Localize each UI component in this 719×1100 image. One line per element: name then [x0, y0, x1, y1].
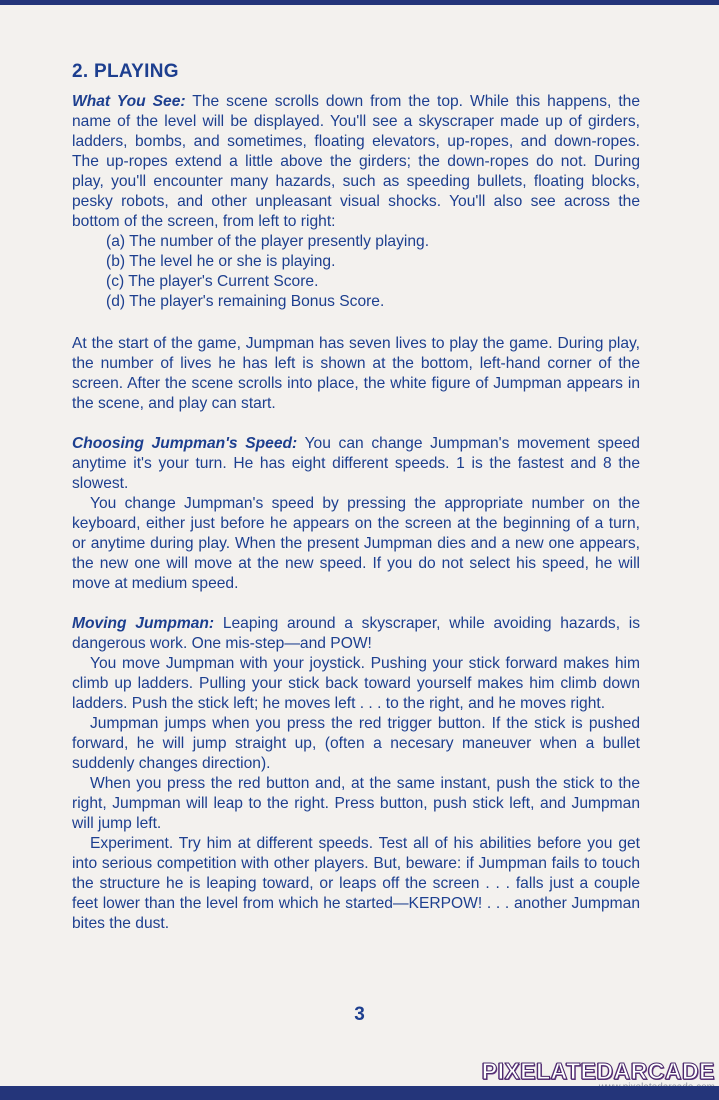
page-bottom-edge — [0, 1086, 719, 1100]
page-top-edge — [0, 0, 719, 5]
moving-paragraph-2: You move Jumpman with your joystick. Pushing your stick forward makes him climb up ladders. Pulling your stick back toward yourself makes him climb down ladders. Push the stick left; he moves left . . . to the right, and he moves right. — [72, 655, 640, 712]
moving-paragraph-3: Jumpman jumps when you press the red trigger button. If the stick is pushed forward, he will jump straight up, (often a necesary maneuver when a bullet suddenly changes direction). — [72, 715, 640, 772]
moving-paragraph-5: Experiment. Try him at different speeds. Test all of his abilities before you get into serious competition with other players. But, beware: if Jumpman fails to touch the structure he is leaping toward, or leaps off the screen . . . falls just a couple feet lower than the level from which he started—KERPOW! . . . another Jumpman bites the dust. — [72, 835, 640, 932]
section-title: 2. PLAYING — [72, 61, 179, 82]
spacer — [72, 312, 640, 332]
page-number: 3 — [354, 1004, 365, 1025]
speed-heading: Choosing Jumpman's Speed: — [72, 435, 298, 452]
spacer — [72, 414, 640, 434]
list-item: (b) The level he or she is playing. — [106, 253, 336, 270]
what-you-see-text: The scene scrolls down from the top. While this happens, the name of the level will be displayed. You'll see a skyscraper made up of girders, ladders, bombs, and sometimes, floating elevators, up-ropes, and down-ropes. The up-ropes extend a little above the girders; the down-ropes do not. During play, you'll encounter many hazards, such as speeding bullets, floating blocks, pesky robots, and other unpleasant visual shocks. You'll also see across the bottom of the screen, from left to right: — [72, 93, 641, 230]
moving-paragraph — [72, 614, 640, 654]
moving-paragraph-4: When you press the red button and, at the same instant, push the stick to the right, Jumpman will leap to the right. Press button, push stick left, and Jumpman will jump left. — [72, 775, 640, 832]
screen-info-list — [72, 232, 640, 312]
list-item: (c) The player's Current Score. — [106, 273, 319, 290]
what-you-see-heading: What You See: — [72, 93, 186, 110]
what-you-see-paragraph — [72, 92, 640, 232]
list-item: (a) The number of the player presently playing. — [106, 233, 430, 250]
spacer — [72, 594, 640, 614]
speed-text: You can change Jumpman's movement speed anytime it's your turn. He has eight different speeds. 1 is the fastest and 8 the slowest. — [72, 435, 640, 492]
list-item: (d) The player's remaining Bonus Score. — [106, 293, 385, 310]
watermark-logo: PIXELATEDARCADE — [481, 1058, 715, 1084]
speed-paragraph — [72, 434, 640, 494]
lives-paragraph: At the start of the game, Jumpman has seven lives to play the game. During play, the number of lives he has left is shown at the bottom, left-hand corner of the screen. After the scene scrolls into place, the white figure of Jumpman appears in the scene, and play can start. — [72, 335, 640, 412]
moving-heading: Moving Jumpman: — [72, 615, 215, 632]
speed-paragraph-2: You change Jumpman's speed by pressing the appropriate number on the keyboard, either just before he appears on the screen at the beginning of a turn, or anytime during play. When the present Jumpman dies and a new one appears, the new one will move at the new speed. If you do not select his speed, he will move at medium speed. — [72, 495, 640, 592]
manual-page — [72, 62, 640, 934]
moving-text: Leaping around a skyscraper, while avoiding hazards, is dangerous work. One mis-step—and POW! — [72, 615, 640, 652]
